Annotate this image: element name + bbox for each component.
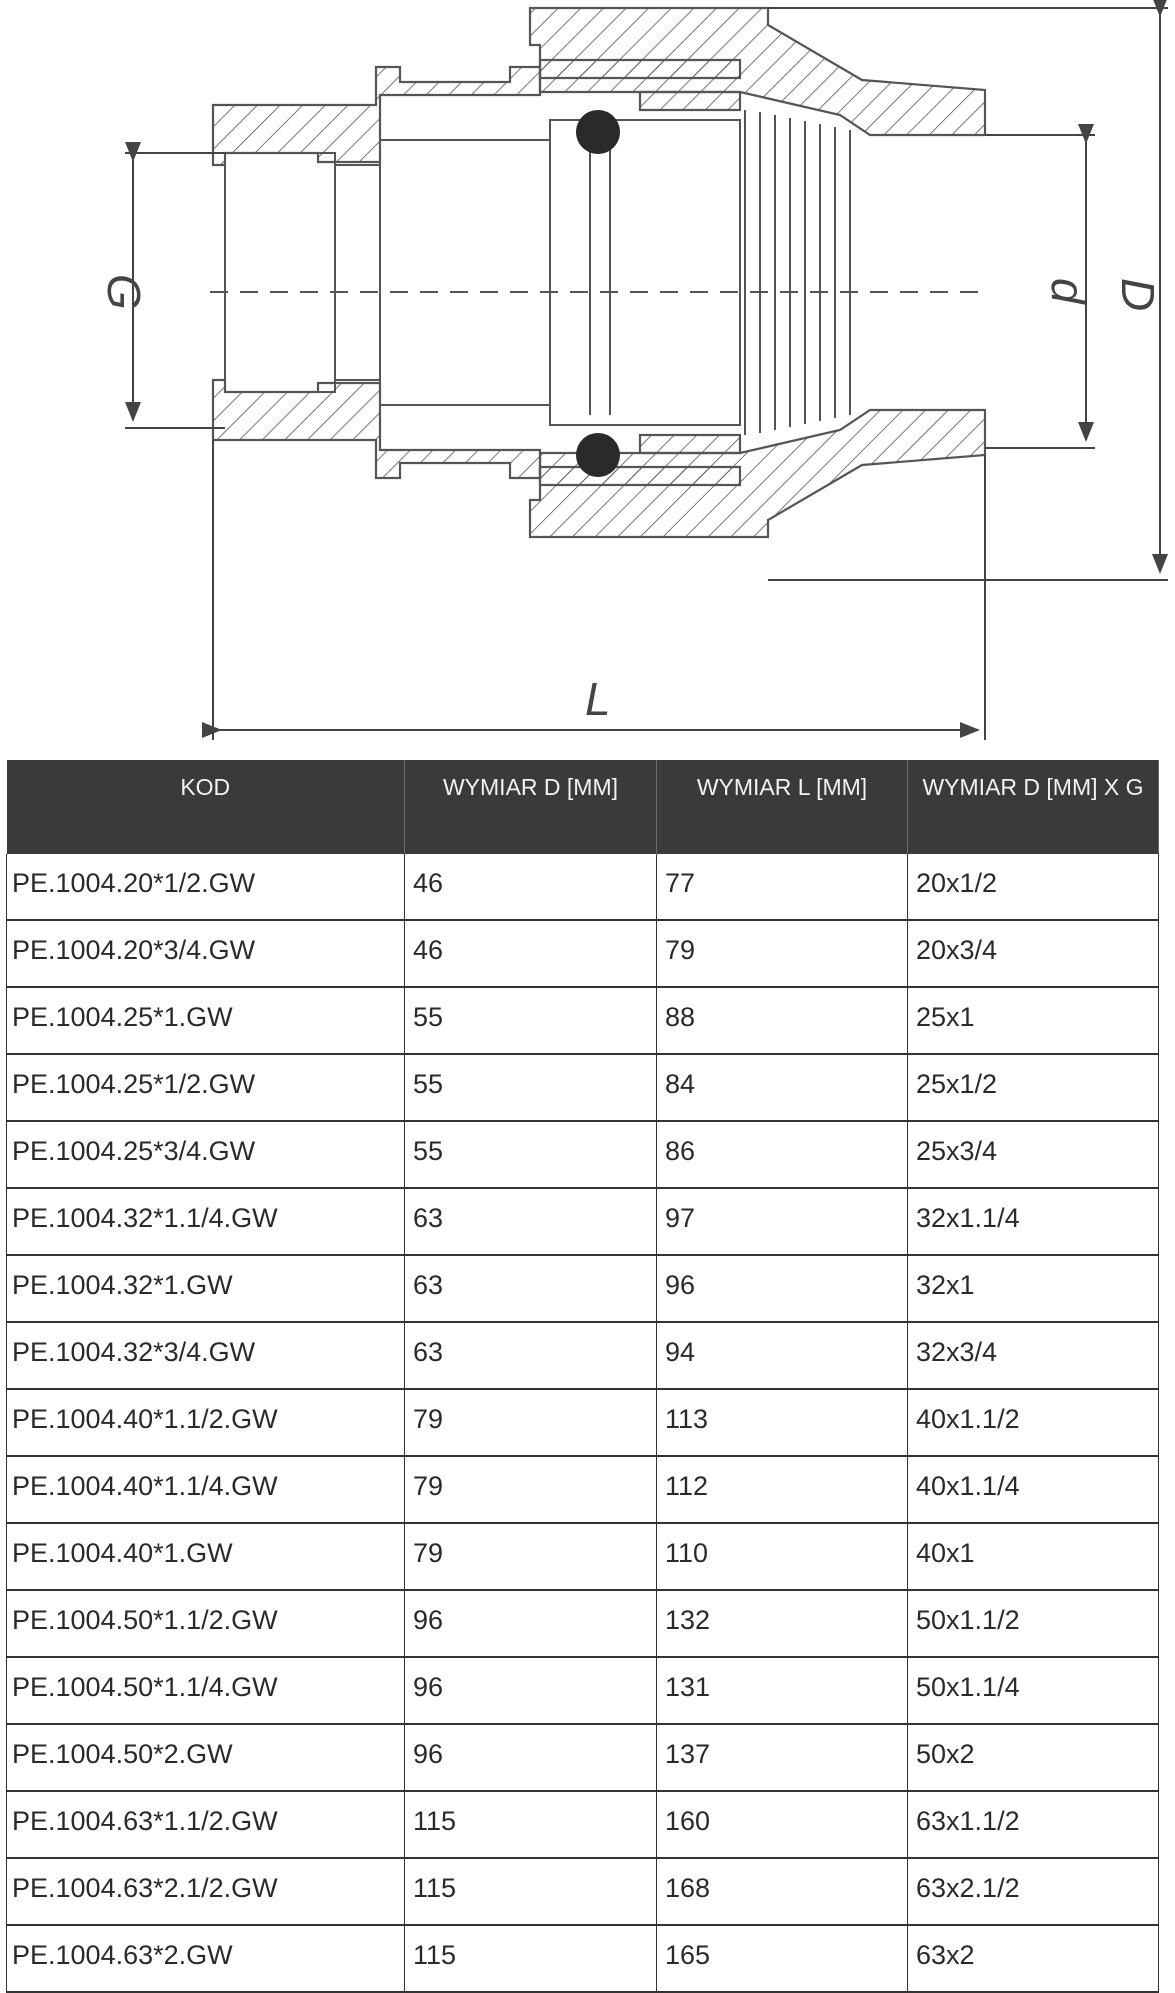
cell-dimension-l: 110 [657,1523,908,1590]
cell-code: PE.1004.20*1/2.GW [7,854,405,920]
table-row [7,1054,1159,1121]
o-ring-bottom [576,433,620,477]
cell-code: PE.1004.50*2.GW [7,1724,405,1791]
table-row [7,1925,1159,1992]
cell-dimension-d: 115 [405,1791,657,1858]
cell-dimension-l: 77 [657,854,908,920]
cell-dimension-d-x-g: 50x1.1/4 [908,1657,1159,1724]
column-header-dimension-d-x-g: WYMIAR D [MM] X G [908,760,1159,854]
cell-code: PE.1004.50*1.1/4.GW [7,1657,405,1724]
cell-dimension-l: 86 [657,1121,908,1188]
table-row [7,1523,1159,1590]
dimension-g-label: G [98,274,150,310]
cell-code: PE.1004.63*1.1/2.GW [7,1791,405,1858]
cell-code: PE.1004.32*1.GW [7,1255,405,1322]
table-row [7,1389,1159,1456]
column-header-code: KOD [7,760,405,854]
cell-dimension-d: 46 [405,920,657,987]
cell-dimension-l: 113 [657,1389,908,1456]
table-row [7,920,1159,987]
cell-dimension-d-x-g: 40x1.1/4 [908,1456,1159,1523]
table-header-row [7,760,1159,854]
cell-dimension-d-x-g: 63x2.1/2 [908,1858,1159,1925]
cell-dimension-d: 63 [405,1255,657,1322]
cell-code: PE.1004.32*3/4.GW [7,1322,405,1389]
cell-dimension-l: 97 [657,1188,908,1255]
cell-dimension-l: 88 [657,987,908,1054]
cell-dimension-d: 79 [405,1456,657,1523]
table-row [7,1188,1159,1255]
cell-dimension-l: 84 [657,1054,908,1121]
cell-dimension-l: 96 [657,1255,908,1322]
cell-dimension-d-x-g: 32x3/4 [908,1322,1159,1389]
cell-dimension-d-x-g: 25x3/4 [908,1121,1159,1188]
o-ring-top [576,110,620,154]
cell-dimension-d-x-g: 50x1.1/2 [908,1590,1159,1657]
cell-dimension-l: 160 [657,1791,908,1858]
cell-code: PE.1004.32*1.1/4.GW [7,1188,405,1255]
fitting-cross-section-drawing [0,0,1175,760]
cell-dimension-l: 79 [657,920,908,987]
cell-dimension-d: 46 [405,854,657,920]
cell-dimension-d-x-g: 32x1.1/4 [908,1188,1159,1255]
dimension-d-large-label: D [1112,278,1164,312]
specification-table [6,760,1159,1993]
cell-dimension-d-x-g: 20x1/2 [908,854,1159,920]
table-row [7,1657,1159,1724]
cell-dimension-d: 55 [405,1054,657,1121]
table-row [7,1255,1159,1322]
cell-dimension-l: 112 [657,1456,908,1523]
cell-dimension-l: 168 [657,1858,908,1925]
cell-dimension-l: 94 [657,1322,908,1389]
cell-dimension-d: 55 [405,1121,657,1188]
cell-dimension-d-x-g: 40x1.1/2 [908,1389,1159,1456]
table-row [7,854,1159,920]
cell-code: PE.1004.25*1/2.GW [7,1054,405,1121]
cell-code: PE.1004.40*1.GW [7,1523,405,1590]
cell-dimension-d-x-g: 25x1/2 [908,1054,1159,1121]
cell-code: PE.1004.20*3/4.GW [7,920,405,987]
cell-dimension-d: 79 [405,1389,657,1456]
cell-code: PE.1004.25*3/4.GW [7,1121,405,1188]
cell-dimension-d: 115 [405,1858,657,1925]
cell-code: PE.1004.40*1.1/2.GW [7,1389,405,1456]
dimension-l-label: L [585,673,611,725]
cell-dimension-l: 132 [657,1590,908,1657]
cell-dimension-d-x-g: 32x1 [908,1255,1159,1322]
cell-dimension-l: 165 [657,1925,908,1992]
table-row [7,1121,1159,1188]
cell-dimension-d-x-g: 40x1 [908,1523,1159,1590]
cell-dimension-d: 115 [405,1925,657,1992]
cell-dimension-d-x-g: 63x2 [908,1925,1159,1992]
cell-code: PE.1004.63*2.1/2.GW [7,1858,405,1925]
cell-dimension-d: 79 [405,1523,657,1590]
table-row [7,1456,1159,1523]
cell-dimension-l: 137 [657,1724,908,1791]
cell-dimension-d-x-g: 63x1.1/2 [908,1791,1159,1858]
dimension-d-small-label: d [1042,278,1094,304]
cell-dimension-d: 55 [405,987,657,1054]
table-row [7,1858,1159,1925]
cell-dimension-d: 63 [405,1322,657,1389]
table-row [7,1791,1159,1858]
table-row [7,1724,1159,1791]
cell-dimension-d: 96 [405,1590,657,1657]
column-header-dimension-d: WYMIAR D [MM] [405,760,657,854]
table-row [7,1322,1159,1389]
cell-dimension-d: 96 [405,1724,657,1791]
cell-code: PE.1004.63*2.GW [7,1925,405,1992]
cell-dimension-d-x-g: 20x3/4 [908,920,1159,987]
cell-dimension-d-x-g: 50x2 [908,1724,1159,1791]
cell-dimension-d-x-g: 25x1 [908,987,1159,1054]
table-row [7,1590,1159,1657]
cell-code: PE.1004.40*1.1/4.GW [7,1456,405,1523]
cell-dimension-d: 96 [405,1657,657,1724]
column-header-dimension-l: WYMIAR L [MM] [657,760,908,854]
table-row [7,987,1159,1054]
cell-dimension-l: 131 [657,1657,908,1724]
cell-code: PE.1004.50*1.1/2.GW [7,1590,405,1657]
cell-dimension-d: 63 [405,1188,657,1255]
cell-code: PE.1004.25*1.GW [7,987,405,1054]
